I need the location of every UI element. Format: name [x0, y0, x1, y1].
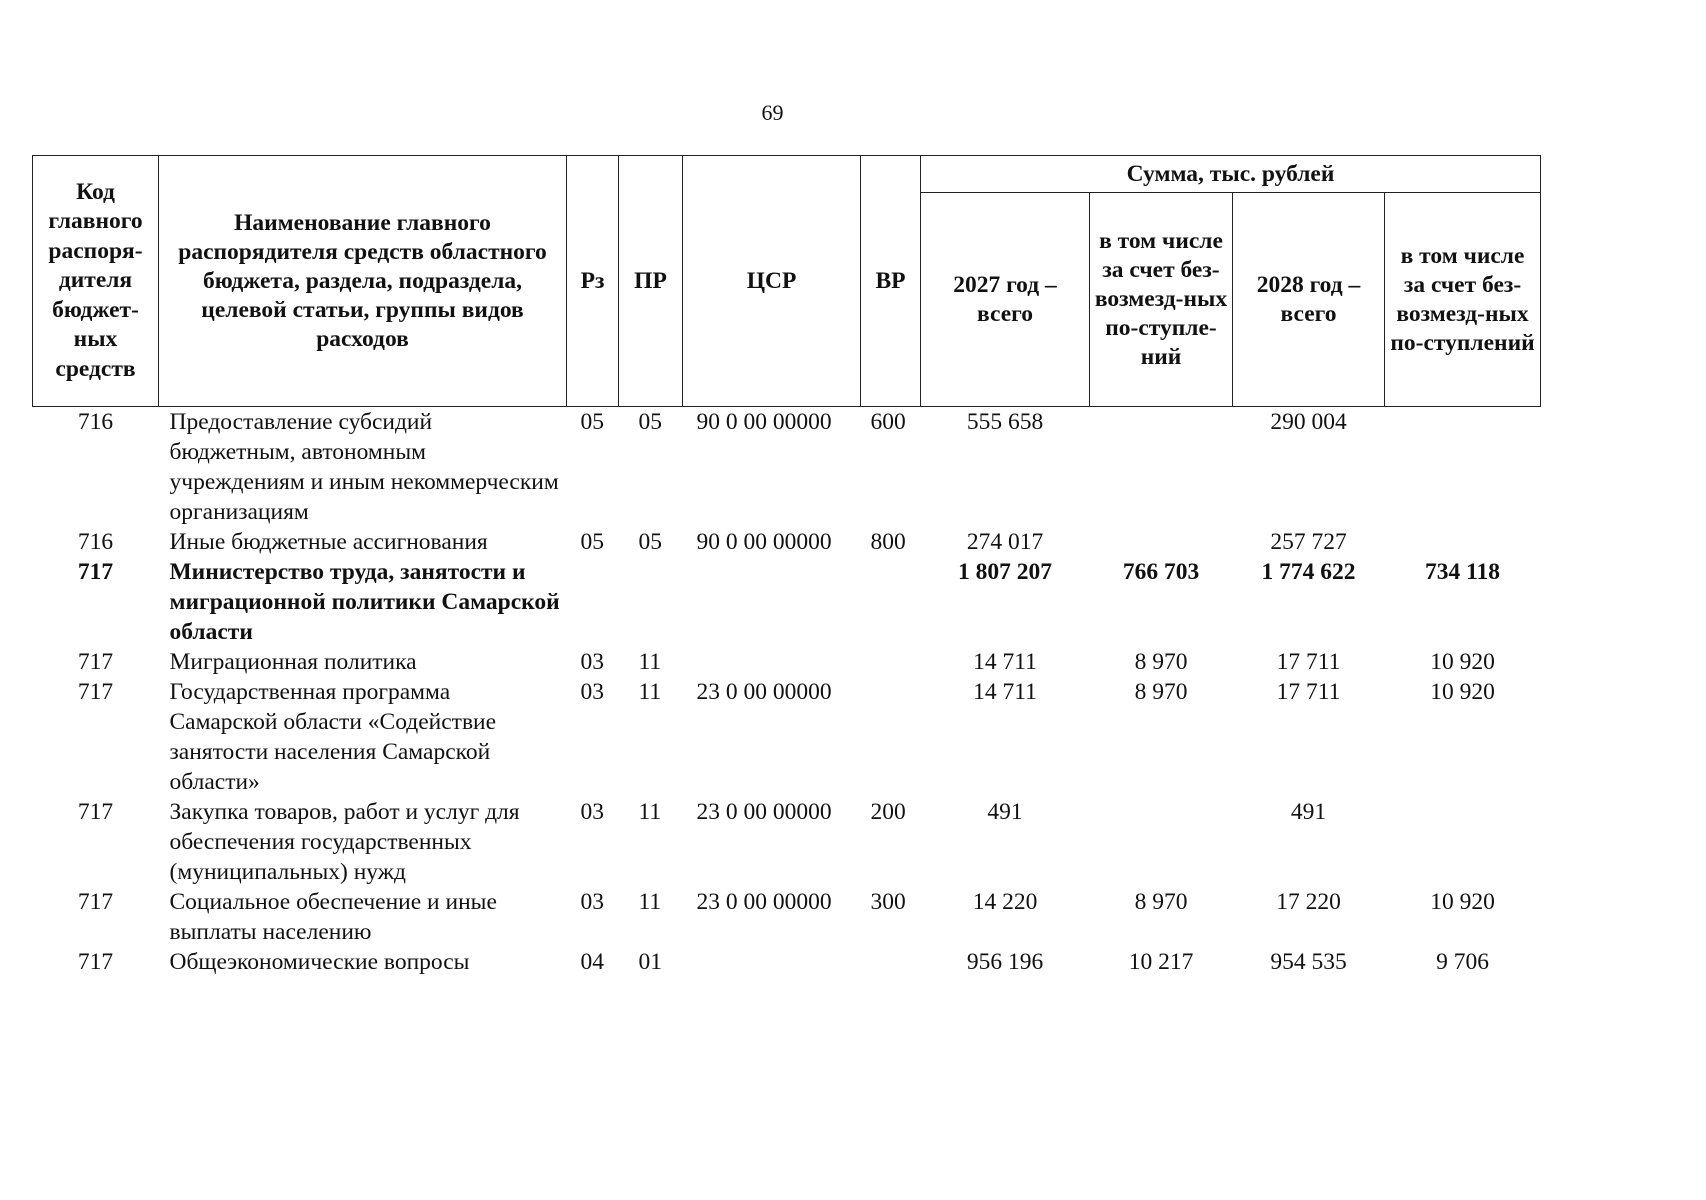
table-row [33, 407, 1541, 528]
header-2027-total: 2027 год – всего [921, 193, 1090, 407]
table-row [33, 947, 1541, 977]
header-pr: ПР [619, 156, 683, 407]
cell-2028-free: 10 920 [1430, 649, 1495, 675]
cell-name: Социальное обеспечение и иные выплаты населению [169, 889, 497, 945]
header-csr: ЦСР [683, 156, 861, 407]
cell-rz: 03 [580, 799, 604, 825]
header-name: Наименование главного распорядителя средств областного бюджета, раздела, подраздела, целевой статьи, группы видов расходов [159, 156, 567, 407]
cell-2027-total: 956 196 [966, 949, 1044, 975]
cell-2027-total: 274 017 [966, 529, 1044, 555]
cell-2027-total: 14 711 [973, 649, 1037, 675]
cell-pr: 11 [638, 889, 662, 915]
cell-2027-free [1090, 527, 1233, 557]
cell-2028-free [1385, 527, 1541, 557]
cell-pr: 11 [638, 649, 662, 675]
cell-2028-free: 734 118 [1424, 559, 1501, 585]
cell-name: Миграционная политика [169, 649, 417, 675]
cell-vr: 300 [870, 889, 906, 915]
cell-2027-free: 10 217 [1128, 949, 1194, 975]
cell-vr [861, 947, 921, 977]
cell-2027-free [1090, 407, 1233, 528]
cell-2028-free: 10 920 [1430, 889, 1495, 915]
table-row [33, 887, 1541, 947]
cell-name: Иные бюджетные ассигнования [169, 529, 488, 555]
cell-2028-total: 17 711 [1276, 649, 1341, 675]
cell-pr: 11 [638, 679, 662, 705]
cell-2028-free: 9 706 [1436, 949, 1489, 975]
cell-code: 717 [77, 559, 114, 585]
cell-vr [861, 557, 921, 647]
table-row [33, 677, 1541, 797]
cell-2027-total: 555 658 [966, 409, 1044, 435]
header-2028-total: 2028 год – всего [1233, 193, 1385, 407]
cell-code: 716 [77, 529, 114, 555]
table-row [33, 527, 1541, 557]
cell-2027-total: 14 711 [973, 679, 1037, 705]
cell-2027-free: 8 970 [1134, 889, 1188, 915]
cell-2028-total: 1 774 622 [1261, 559, 1356, 585]
cell-code: 717 [77, 949, 114, 975]
cell-rz: 05 [580, 409, 604, 435]
cell-csr: 23 0 00 00000 [696, 679, 832, 705]
cell-pr: 11 [638, 799, 662, 825]
cell-csr [683, 947, 861, 977]
cell-pr: 05 [638, 409, 662, 435]
cell-pr: 01 [638, 949, 662, 975]
cell-csr: 90 0 00 00000 [696, 529, 832, 555]
cell-rz: 04 [580, 949, 604, 975]
cell-rz: 03 [580, 679, 604, 705]
table-row [33, 647, 1541, 677]
cell-code: 717 [77, 649, 114, 675]
cell-2028-free [1385, 797, 1541, 887]
cell-csr: 23 0 00 00000 [696, 799, 832, 825]
cell-pr: 05 [638, 529, 662, 555]
cell-2027-free: 8 970 [1134, 679, 1188, 705]
cell-2028-total: 17 711 [1276, 679, 1341, 705]
header-vr: ВР [861, 156, 921, 407]
cell-2027-total: 491 [987, 799, 1023, 825]
cell-2028-total: 290 004 [1270, 409, 1347, 435]
table-row [33, 797, 1541, 887]
cell-rz: 03 [580, 889, 604, 915]
cell-2028-total: 257 727 [1270, 529, 1347, 555]
cell-vr [861, 647, 921, 677]
cell-code: 717 [77, 799, 114, 825]
header-rz: Рз [567, 156, 619, 407]
cell-vr: 200 [870, 799, 906, 825]
cell-name: Министерство труда, занятости и миграционной политики Самарской области [169, 559, 560, 645]
cell-vr: 600 [870, 409, 906, 435]
cell-name: Общеэкономические вопросы [169, 949, 470, 975]
header-sum: Сумма, тыс. рублей [921, 156, 1541, 193]
cell-2028-total: 491 [1290, 799, 1327, 825]
cell-rz: 03 [580, 649, 604, 675]
cell-vr: 800 [870, 529, 906, 555]
cell-2027-total: 1 807 207 [958, 559, 1052, 585]
cell-pr [619, 557, 683, 647]
cell-code: 717 [77, 679, 114, 705]
table-body [33, 407, 1541, 978]
header-code: Код главного распоря-дителя бюджет-ных средств [33, 156, 159, 407]
cell-csr: 90 0 00 00000 [696, 409, 832, 435]
cell-code: 717 [77, 889, 114, 915]
cell-2028-free: 10 920 [1430, 679, 1495, 705]
cell-2027-free [1090, 797, 1233, 887]
cell-2028-total: 17 220 [1276, 889, 1341, 915]
header-2028-free: в том числе за счет без-возмезд-ных по-ступлений [1385, 193, 1541, 407]
cell-2027-total: 14 220 [972, 889, 1038, 915]
cell-2027-free: 766 703 [1122, 559, 1200, 585]
header-2027-free: в том числе за счет без-возмезд-ных по-ступле-ний [1090, 193, 1233, 407]
cell-rz [567, 557, 619, 647]
cell-2027-free: 8 970 [1134, 649, 1188, 675]
cell-code: 716 [77, 409, 114, 435]
cell-name: Государственная программа Самарской области «Содействие занятости населения Самарской области» [169, 679, 497, 795]
cell-csr [683, 557, 861, 647]
cell-csr: 23 0 00 00000 [696, 889, 832, 915]
cell-rz: 05 [580, 529, 604, 555]
cell-name: Предоставление субсидий бюджетным, автономным учреждениям и иным некоммерческим организациям [169, 409, 559, 525]
cell-2028-total: 954 535 [1270, 949, 1347, 975]
table-row [33, 557, 1541, 647]
table-header [33, 156, 1541, 407]
cell-csr [683, 647, 861, 677]
budget-table [32, 155, 1541, 977]
cell-vr [861, 677, 921, 797]
cell-name: Закупка товаров, работ и услуг для обеспечения государственных (муниципальных) нужд [169, 799, 520, 885]
page-number: 69 [761, 100, 784, 125]
cell-2028-free [1385, 407, 1541, 528]
